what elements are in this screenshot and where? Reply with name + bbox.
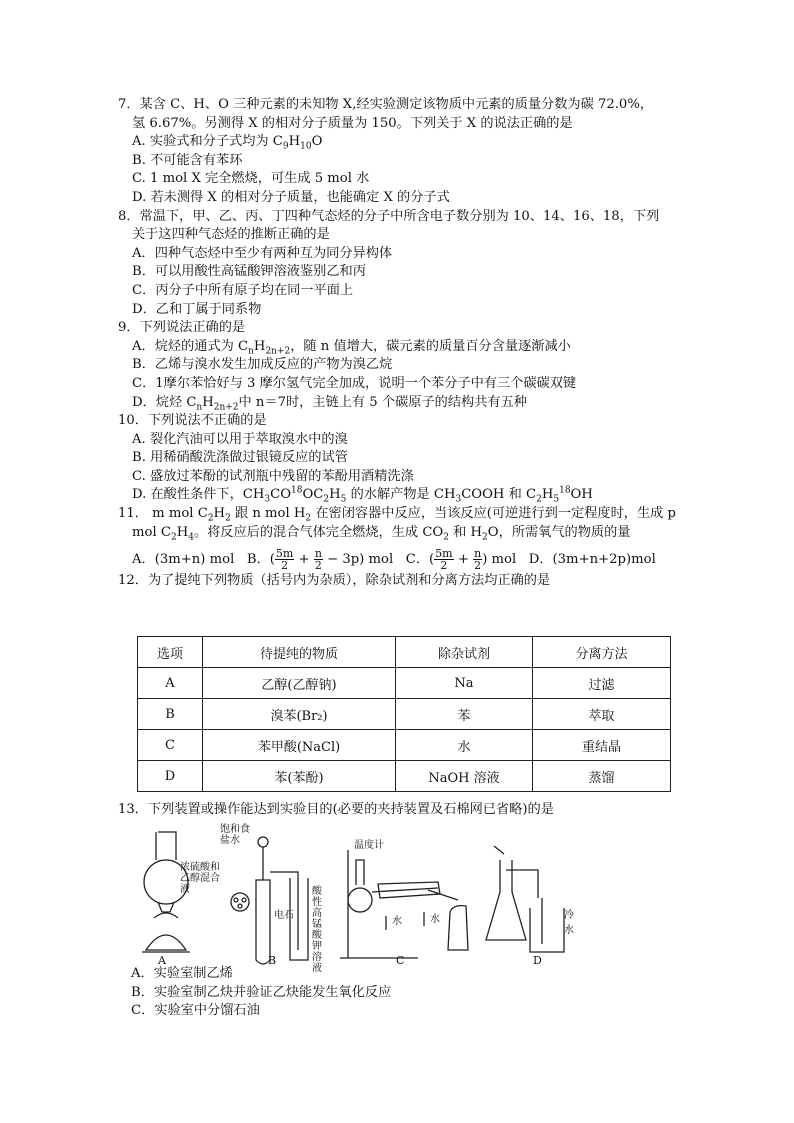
q7-stem-line2: 氢 6.67%。另测得 X 的相对分子质量为 150。下列关于 X 的说法正确的是 xyxy=(132,115,573,131)
table-header-cell: 选项 xyxy=(138,637,203,668)
q8-option-d: D．乙和丁属于同系物 xyxy=(132,301,262,317)
q7-option-d: D. 若未测得 X 的相对分子质量，也能确定 X 的分子式 xyxy=(132,189,450,205)
table-cell: A xyxy=(138,668,203,699)
table-row xyxy=(138,699,671,730)
table-cell: NaOH 溶液 xyxy=(396,761,533,792)
q8-stem-line1: 8．常温下，甲、乙、丙、丁四种气态烃的分子中所含电子数分别为 10、14、16、18，下列 xyxy=(118,208,660,224)
figure-b-kmno4-label: 酸性高锰酸钾溶液 xyxy=(312,886,322,974)
table-cell: D xyxy=(138,761,203,792)
q13-options xyxy=(131,965,391,1021)
q13-stem: 13．下列装置或操作能达到实验目的(必要的夹持装置及石棉网已省略)的是 xyxy=(118,802,554,817)
q7-option-a: A. 实验式和分子式均为 $C_9H_{10}O$ xyxy=(132,134,323,152)
table-cell: 蒸馏 xyxy=(533,761,671,792)
q10-option-b: B. 用稀硝酸洗涤做过银镜反应的试管 xyxy=(132,450,348,466)
figure-b-label: B xyxy=(268,954,277,967)
table-cell: 苯(苯酚) xyxy=(203,761,396,792)
table-header-row xyxy=(138,637,671,668)
figure-d-label: D xyxy=(533,954,542,967)
q12-stem: 12．为了提纯下列物质（括号内为杂质），除杂试剂和分离方法均正确的是 xyxy=(118,573,551,589)
table-row xyxy=(138,668,671,699)
table-header-cell: 除杂试剂 xyxy=(396,637,533,668)
table-header-cell: 待提纯的物质 xyxy=(203,637,396,668)
apparatus-drawing xyxy=(128,820,578,970)
q9-stem: 9．下列说法正确的是 xyxy=(118,320,246,336)
table-cell: 水 xyxy=(396,730,533,761)
q7-option-b: B. 不可能含有苯环 xyxy=(132,152,243,168)
q8-option-a: A．四种气态烃中至少有两种互为同分异构体 xyxy=(132,245,393,261)
table-cell: C xyxy=(138,730,203,761)
question-text-block xyxy=(118,96,678,591)
q11-options xyxy=(118,548,678,572)
q10-option-d: D. 在酸性条件下，$CH_3CO^{18}OC_2H_5$ 的水解产物是 $CH_3COOH$ 和 $C_2H_5^{18}OH$ xyxy=(132,486,593,506)
q10-option-c: C. 盛放过苯酚的试剂瓶中残留的苯酚用酒精洗涤 xyxy=(132,468,414,484)
figure-c-water-label: 水 xyxy=(392,916,402,927)
table-cell: 乙醇(乙醇钠) xyxy=(203,668,396,699)
q7-stem-line1: 7．某含 C、H、O 三种元素的未知物 X,经实验测定该物质中元素的质量分数为碳 72.0%， xyxy=(118,97,654,112)
table-cell: 苯甲酸(NaCl) xyxy=(203,730,396,761)
q12-table xyxy=(137,636,671,792)
q11-stem-line2: mol $C_2H_4$。将反应后的混合气体完全燃烧，生成 $CO_2$ 和 $H_2O$，所需氧气的物质的量 xyxy=(132,524,631,543)
table-cell: Na xyxy=(396,668,533,699)
q8-stem-line2: 关于这四种气态烃的推断正确的是 xyxy=(132,227,330,243)
q10-option-a: A. 裂化汽油可以用于萃取溴水中的溴 xyxy=(132,431,348,447)
figure-b-carbide-label: 电石 xyxy=(274,910,294,921)
q13-option-c: C．实验室中分馏石油 xyxy=(131,1003,260,1019)
q13-option-a: A．实验室制乙烯 xyxy=(131,966,233,981)
q9-option-b: B．乙烯与溴水发生加成反应的产物为溴乙烷 xyxy=(132,357,393,373)
q11-option-a: A．(3m+n) mol xyxy=(132,552,235,568)
figure-d-coldwater-label: 冷水 xyxy=(564,910,574,936)
table-cell: 溴苯(Br₂) xyxy=(203,699,396,730)
q9-option-c: C．1摩尔苯恰好与 3 摩尔氢气完全加成，说明一个苯分子中有三个碳碳双键 xyxy=(132,375,577,391)
table-cell: B xyxy=(138,699,203,730)
q11-option-d: D．(3m+n+2p)mol xyxy=(528,552,656,568)
table-header-cell: 分离方法 xyxy=(533,637,671,668)
figure-c-label: C xyxy=(396,954,405,967)
table-cell: 过滤 xyxy=(533,668,671,699)
table-cell: 苯 xyxy=(396,699,533,730)
q8-option-c: C．丙分子中所有原子均在同一平面上 xyxy=(132,282,354,298)
table-cell: 萃取 xyxy=(533,699,671,730)
figure-b-brine-label: 饱和食盐水 xyxy=(220,824,250,846)
q9-option-a: A．烷烃的通式为 $C_nH_{2n+2}$，随 n 值增大，碳元素的质量百分含量逐渐减小 xyxy=(132,338,571,357)
table-row xyxy=(138,730,671,761)
table-cell: 重结晶 xyxy=(533,730,671,761)
q11-option-c: C．( $\frac{5m}{2}$ + $\frac{n}{2}$ ) mol xyxy=(405,547,517,573)
figure-c-water-label: 水 xyxy=(430,914,440,925)
figure-a-label: A xyxy=(158,954,166,967)
q13-option-b: B．实验室制乙炔并验证乙炔能发生氧化反应 xyxy=(131,984,392,1000)
q11-option-b: B．( $\frac{5m}{2}$ + $\frac{n}{2}$ − 3p) mol xyxy=(246,547,394,573)
figure-c-thermometer-label: 温度计 xyxy=(354,840,384,851)
figure-a-liquid-label: 浓硫酸和乙醇混合液 xyxy=(180,862,220,895)
q11-stem-line1: 11． m mol $C_2H_2$ 跟 n mol $H_2$ 在密闭容器中反应，当该反应(可逆进行到一定程度时，生成 p xyxy=(118,506,676,524)
q9-option-d: D．烷烃 $C_nH_{2n+2}$中 n＝7时，主链上有 5 个碳原子的结构共有五种 xyxy=(132,394,527,413)
q10-stem: 10．下列说法不正确的是 xyxy=(118,413,267,429)
q7-option-c: C. 1 mol X 完全燃烧，可生成 5 mol 水 xyxy=(132,171,370,187)
q8-option-b: B．可以用酸性高锰酸钾溶液鉴别乙和丙 xyxy=(132,264,366,280)
table-row xyxy=(138,761,671,792)
